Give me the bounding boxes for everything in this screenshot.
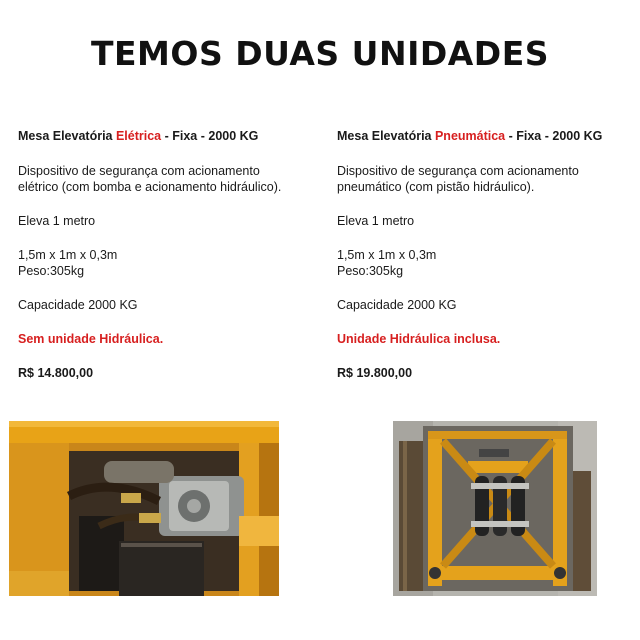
pneumatic-lift-table-photo [393,421,597,596]
lift-height: Eleva 1 metro [337,214,415,228]
product-electric [18,128,318,381]
dimensions: 1,5m x 1m x 0,3m [337,248,437,262]
page-headline: TEMOS DUAS UNIDADES [91,34,549,73]
hydraulic-note: Unidade Hidráulica inclusa. [337,332,501,346]
description-line: Dispositivo de segurança com acionamento [18,164,260,178]
weight: Peso:305kg [18,264,85,278]
description-line: pneumático (com pistão hidráulico). [337,180,535,194]
title-prefix: Mesa Elevatória [337,129,435,143]
capacity: Capacidade 2000 KG [18,298,138,312]
description-line: Dispositivo de segurança com acionamento [337,164,579,178]
lift-height: Eleva 1 metro [18,214,96,228]
price: R$ 14.800,00 [18,366,94,380]
electric-hydraulic-unit-photo [9,421,279,596]
weight: Peso:305kg [337,264,404,278]
title-highlight: Pneumática [434,129,506,143]
capacity: Capacidade 2000 KG [337,298,457,312]
product-pneumatic [337,128,637,381]
price: R$ 19.800,00 [337,366,413,380]
title-suffix: - Fixa - 2000 KG [505,129,603,143]
dimensions: 1,5m x 1m x 0,3m [18,248,118,262]
description-line: elétrico (com bomba e acionamento hidráulico). [18,180,282,194]
product-title [18,128,318,144]
hydraulic-note: Sem unidade Hidráulica. [18,332,164,346]
product-title [337,128,637,144]
title-prefix: Mesa Elevatória [18,129,116,143]
title-highlight: Elétrica [115,129,162,143]
title-suffix: - Fixa - 2000 KG [161,129,259,143]
